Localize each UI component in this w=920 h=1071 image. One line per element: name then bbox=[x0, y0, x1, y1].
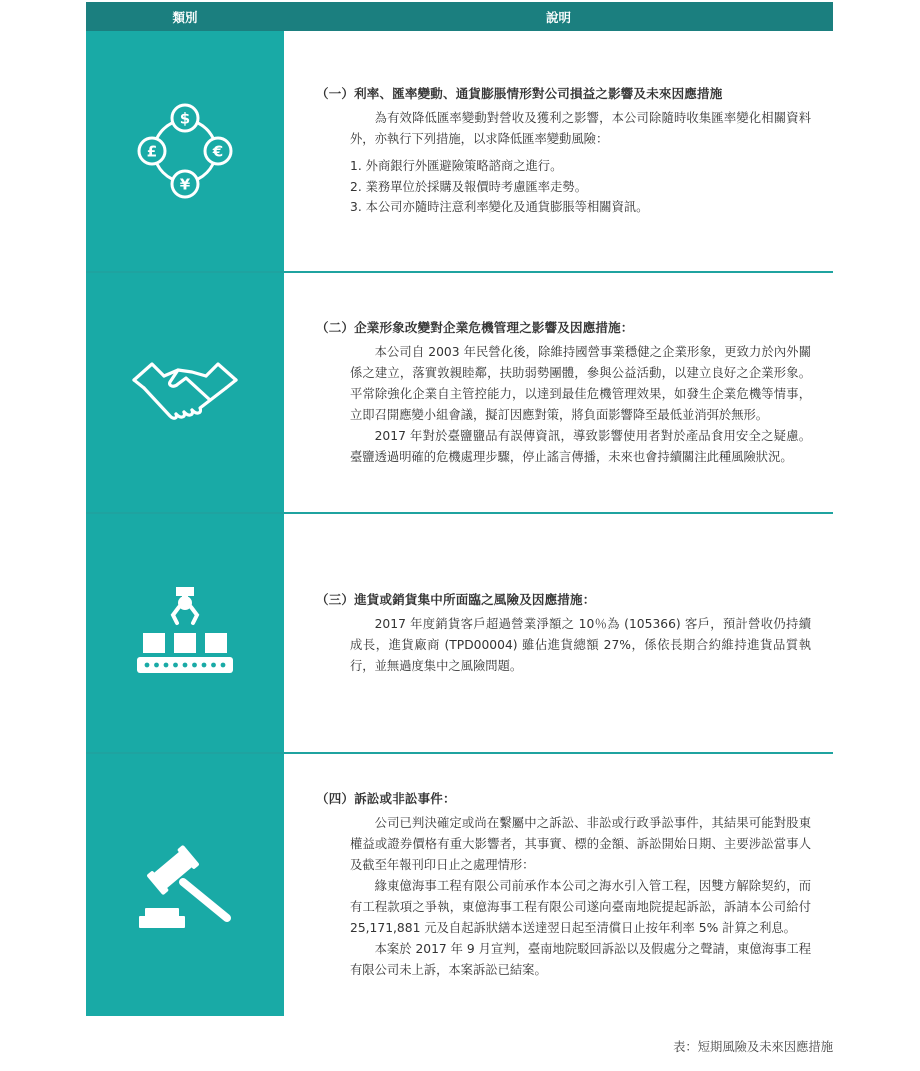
description-cell bbox=[284, 273, 833, 512]
section-title: （四）訴訟或非訟事件： bbox=[316, 791, 456, 806]
table-row bbox=[86, 514, 833, 754]
gavel-icon bbox=[135, 840, 235, 930]
section-paragraph: 本案於 2017 年 9 月宣判，臺南地院駁回訴訟以及假處分之聲請，東億海事工程有限公司未上訴，本案訴訟已結案。 bbox=[350, 942, 811, 977]
measures-list bbox=[316, 156, 811, 218]
svg-text:$: $ bbox=[179, 109, 191, 128]
category-cell bbox=[86, 273, 284, 512]
description-cell bbox=[284, 31, 833, 271]
list-item: 3. 本公司亦隨時注意利率變化及通貨膨脹等相關資訊。 bbox=[350, 200, 649, 215]
section-paragraph: 本公司自 2003 年民營化後，除維持國營事業穩健之企業形象，更致力於內外關係之建立，落實敦親睦鄰，扶助弱勢團體，參與公益活動，以建立良好之企業形象。平常除強化企業自主管控能力，以達到最佳危機管理效果，如發生企業危機等情事，立即召開應變小組會議，擬訂因應對策，將負面影響降至最低並消弭於無形。 bbox=[350, 344, 811, 422]
table-row bbox=[86, 273, 833, 514]
section-paragraph: 2017 年度銷貨客戶超過營業淨額之 10％為 (105366) 客戶，預計營收仍持續成長，進貨廠商 (TPD00004) 雖佔進貨總額 27%，係依長期合約維持進貨品質執行，並無過度集中之風險問題。 bbox=[350, 616, 811, 673]
table-row bbox=[86, 31, 833, 273]
section-title: （一）利率、匯率變動、通貨膨脹情形對公司損益之影響及未來因應措施 bbox=[316, 86, 723, 102]
category-cell bbox=[86, 514, 284, 752]
description-cell bbox=[284, 754, 833, 1016]
section-title: （三）進貨或銷貨集中所面臨之風險及因應措施： bbox=[316, 591, 596, 607]
section-paragraph: 2017 年對於臺鹽鹽品有誤傳資訊，導致影響使用者對於產品食用安全之疑慮。臺鹽透過明確的危機處理步驟，停止謠言傳播，未來也會持續關注此種風險狀況。 bbox=[350, 428, 811, 464]
section-paragraph: 公司已判決確定或尚在繫屬中之訴訟、非訟或行政爭訟事件，其結果可能對股東權益或證券價格有重大影響者，其事實、標的金額、訴訟開始日期、主要涉訟當事人及截至年報刊印日止之處理情形： bbox=[350, 816, 811, 872]
robotic-arm-conveyor-icon bbox=[135, 587, 235, 679]
category-cell bbox=[86, 31, 284, 271]
svg-text:¥: ¥ bbox=[179, 175, 191, 194]
table-caption: 表：短期風險及未來因應措施 bbox=[673, 1040, 833, 1054]
svg-text:€: € bbox=[212, 142, 224, 161]
list-item: 1. 外商銀行外匯避險策略諮商之進行。 bbox=[350, 159, 563, 174]
description-cell bbox=[284, 514, 833, 752]
section-paragraph: 為有效降低匯率變動對營收及獲利之影響，本公司除隨時收集匯率變化相關資料外，亦執行下列措施，以求降低匯率變動風險： bbox=[350, 111, 811, 147]
header-category: 類別 bbox=[172, 9, 198, 25]
currency-exchange-icon bbox=[135, 101, 235, 201]
list-item: 2. 業務單位於採購及報價時考慮匯率走勢。 bbox=[350, 179, 587, 194]
category-cell bbox=[86, 754, 284, 1016]
handshake-icon bbox=[130, 358, 240, 428]
header-description: 說明 bbox=[545, 9, 571, 25]
section-paragraph: 緣東億海事工程有限公司前承作本公司之海水引入管工程，因雙方解除契約，而有工程款項之爭執，東億海事工程有限公司遂向臺南地院提起訴訟，訴請本公司給付 25,171,881 元及自起訴狀繕本送達翌日起至清償日止按年利率 5% 計算之利息。 bbox=[350, 879, 811, 935]
table-header bbox=[86, 2, 833, 31]
section-title: （二）企業形象改變對企業危機管理之影響及因應措施： bbox=[316, 319, 634, 335]
table-row bbox=[86, 754, 833, 1016]
risk-table bbox=[86, 2, 833, 1016]
svg-text:£: £ bbox=[146, 142, 158, 161]
